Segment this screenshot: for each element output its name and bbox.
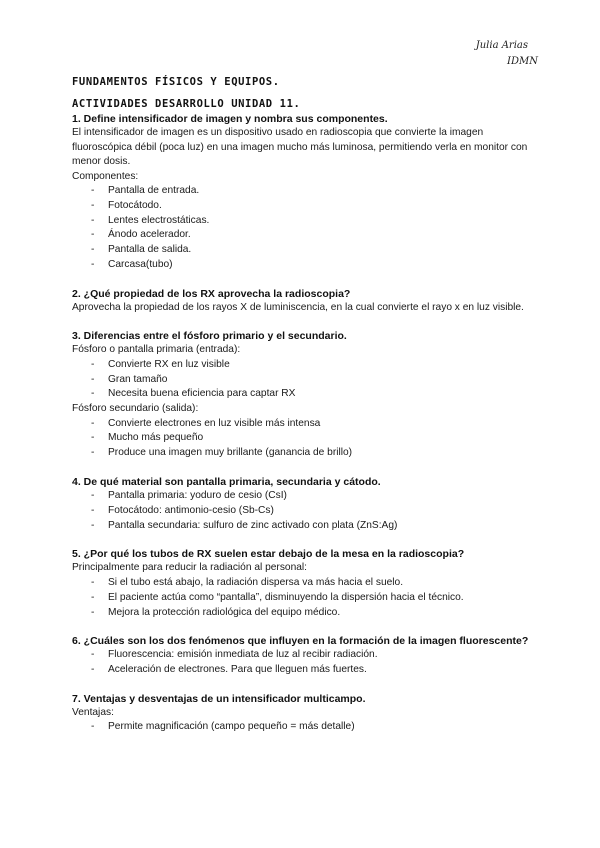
list-item: - Permite magnificación (campo pequeño = más detalle): [72, 720, 542, 735]
bullet-list: [72, 184, 542, 273]
list-item: - Pantalla primaria: yoduro de cesio (CsI): [72, 489, 542, 504]
section-5: [72, 547, 542, 620]
section-paragraph: El intensificador de imagen es un dispositivo usado en radioscopia que convierte la imagen fluoroscópica débil (poca luz) en una imagen mucho más luminosa, permitiendo verla en monitor con menor dosis.: [72, 127, 528, 167]
document-subtitle: ACTIVIDADES DESARROLLO UNIDAD 11.: [72, 98, 301, 110]
section-heading: 3. Diferencias entre el fósforo primario y el secundario.: [72, 330, 347, 343]
list-item: - Fotocátodo: antimonio-cesio (Sb-Cs): [72, 504, 542, 519]
list-item: - Aceleración de electrones. Para que lleguen más fuertes.: [72, 663, 542, 678]
document-content: [72, 74, 542, 735]
list-item: - Pantalla secundaria: sulfuro de zinc activado con plata (ZnS:Ag): [72, 519, 542, 534]
section-paragraph: Ventajas:: [72, 706, 114, 718]
bullet-list: [72, 576, 542, 620]
section-heading: 1. Define intensificador de imagen y nombra sus componentes.: [72, 113, 388, 125]
list-item: - Gran tamaño: [72, 373, 542, 388]
list-item: - Convierte electrones en luz visible más intensa: [72, 417, 542, 432]
section-7: [72, 692, 542, 735]
list-item: - Fotocátodo.: [72, 199, 542, 214]
section-paragraph: Principalmente para reducir la radiación al personal:: [72, 562, 308, 574]
bullet-list: [72, 417, 542, 461]
list-item: - Mejora la protección radiológica del equipo médico.: [72, 606, 542, 621]
list-item: - Si el tubo está abajo, la radiación dispersa va más hacia el suelo.: [72, 576, 542, 591]
group-label: Fósforo o pantalla primaria (entrada):: [72, 344, 241, 356]
section-paragraph: Componentes:: [72, 170, 139, 182]
bullet-list: [72, 648, 542, 678]
list-item: - Necesita buena eficiencia para captar RX: [72, 387, 542, 402]
document-title: FUNDAMENTOS FÍSICOS Y EQUIPOS.: [72, 76, 280, 88]
section-heading: 2. ¿Qué propiedad de los RX aprovecha la radioscopia?: [72, 287, 351, 300]
section-heading: 4. De qué material son pantalla primaria, secundaria y cátodo.: [72, 476, 381, 489]
section-3: [72, 329, 542, 461]
list-item: - El paciente actúa como “pantalla”, disminuyendo la dispersión hacia el técnico.: [72, 591, 542, 606]
bullet-list: [72, 489, 542, 533]
list-item: - Carcasa(tubo): [72, 258, 542, 273]
section-2: [72, 287, 542, 316]
section-1: [72, 112, 542, 273]
section-6: [72, 634, 542, 678]
list-item: - Fluorescencia: emisión inmediata de luz al recibir radiación.: [72, 648, 542, 663]
section-heading: 7. Ventajas y desventajas de un intensificador multicampo.: [72, 692, 366, 705]
list-item: - Ánodo acelerador.: [72, 228, 542, 243]
author-name: Julia Arias: [475, 40, 528, 51]
list-item: - Convierte RX en luz visible: [72, 358, 542, 373]
list-item: - Produce una imagen muy brillante (ganancia de brillo): [72, 446, 542, 461]
section-heading: 5. ¿Por qué los tubos de RX suelen estar debajo de la mesa en la radioscopia?: [72, 548, 465, 561]
section-4: [72, 475, 542, 533]
list-item: - Pantalla de entrada.: [72, 184, 542, 199]
bullet-list: [72, 358, 542, 402]
section-heading: 6. ¿Cuáles son los dos fenómenos que influyen en la formación de la imagen fluorescente?: [72, 635, 529, 648]
list-item: - Lentes electrostáticas.: [72, 214, 542, 229]
author-block: [475, 38, 538, 70]
author-course: IDMN: [507, 56, 538, 67]
section-paragraph: Aprovecha la propiedad de los rayos X de luminiscencia, en la cual convierte el rayo x en luz visible.: [72, 301, 524, 313]
list-item: - Mucho más pequeño: [72, 431, 542, 446]
group-label: Fósforo secundario (salida):: [72, 403, 199, 415]
list-item: - Pantalla de salida.: [72, 243, 542, 258]
bullet-list: [72, 720, 542, 735]
